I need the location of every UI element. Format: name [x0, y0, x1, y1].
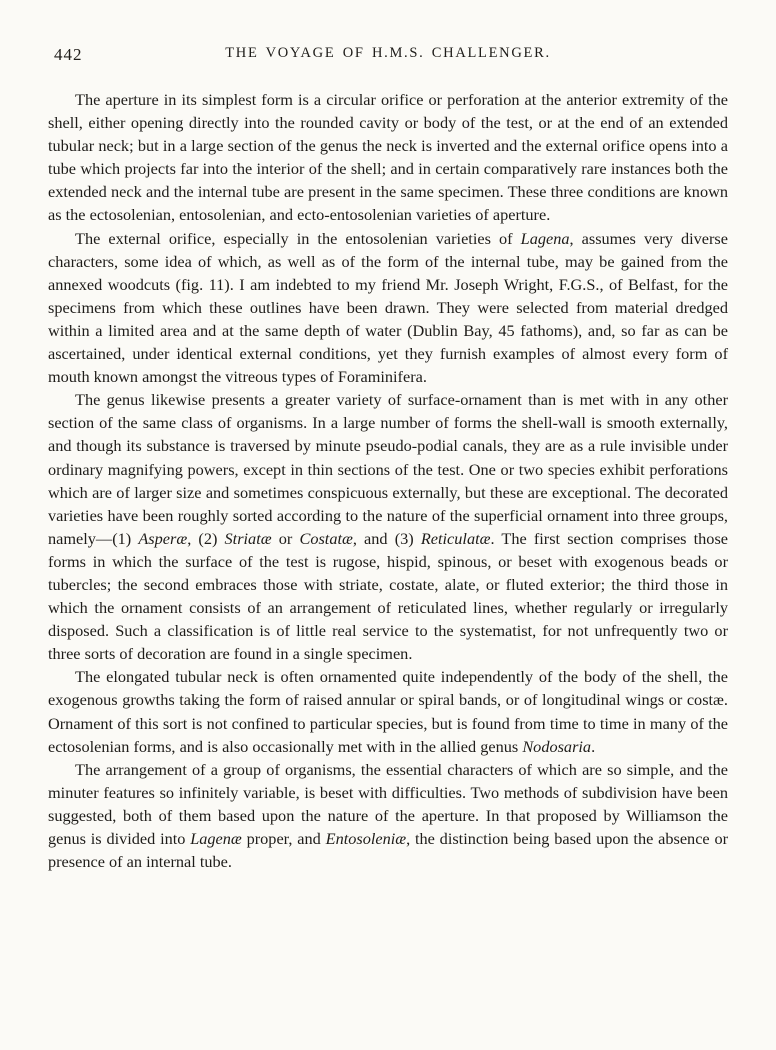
text-run: The genus likewise presents a greater variety of surface-ornament than is met with in any other section of the same class of organisms. In a large number of forms the shell-wall is smooth externally, and though its substance is traversed by minute pseudo-podial canals, they are as a rule invisible under ordinary magnifying powers, except in thin sections of the test. One or two species exhibit perforations which are of larger size and sometimes conspicuous externally, but these are exceptional. The decorated varieties have been roughly sorted according to the nature of the superficial ornament into three groups, namely—(1) — [48, 390, 728, 548]
italic-text: Striatæ — [224, 528, 272, 548]
text-run: or — [271, 528, 300, 548]
italic-text: Nodosaria — [522, 736, 592, 756]
italic-text: Costatæ — [299, 528, 353, 548]
text-run: , (2) — [187, 528, 225, 548]
text-run: proper, and — [241, 829, 326, 848]
italic-text: Entosoleniæ — [325, 829, 407, 848]
running-title: THE VOYAGE OF H.M.S. CHALLENGER. — [225, 45, 551, 61]
text-run: . — [591, 736, 596, 756]
text-run: , assumes very diverse characters, some idea of which, as well as of the form of the internal tube, may be gained from the annexed woodcuts (fig. 11). I am indebted to my friend Mr. Joseph Wright, F.G.S., of Belfast, for the specimens from which these outlines have been drawn. They were selected from material dredged within a limited area and at the same depth of water (Dublin Bay, 45 fathoms), and, so far as can be ascertained, under identical external conditions, yet they furnish examples of almost every form of mouth known amongst the vitreous types of Foraminifera. — [48, 228, 728, 387]
text-run: , the distinction being based upon the absence or presence of an internal tube. — [48, 829, 729, 872]
italic-text: Reticulatæ — [420, 528, 491, 548]
italic-text: Lagenæ — [190, 829, 242, 848]
text-run: , and (3) — [352, 528, 421, 548]
paragraph — [48, 758, 728, 873]
page-header — [48, 44, 728, 66]
text-run: The external orifice, especially in the entosolenian varieties of — [75, 228, 521, 248]
paragraph — [48, 88, 728, 227]
text-run: The arrangement of a group of organisms, the essential characters of which are so simple, and the minuter features so infinitely variable, is beset with difficulties. Two methods of subdivision have been suggested, both of them based upon the nature of the aperture. In that proposed by Williamson the genus is divided into — [48, 759, 728, 848]
italic-text: Lagena — [520, 228, 570, 248]
paragraph — [48, 665, 728, 757]
text-run: The elongated tubular neck is often ornamented quite independently of the body of the shell, the exogenous growths taking the form of raised annular or spiral bands, or of longitudinal wings or costæ. Ornament of this sort is not confined to particular species, but is found from time to time in many of the ectosolenian forms, and is also occasionally met with in the allied genus — [48, 667, 728, 756]
paragraph — [48, 227, 728, 389]
text-run: . The first section comprises those forms in which the surface of the test is rugose, hispid, spinous, or beset with exogenous beads or tubercles; the second embraces those with striate, costate, alate, or fluted exterior; the third those in which the ornament consists of an arrangement of reticulated lines, whether regularly or irregularly disposed. Such a classification is of little real service to the systematist, for not unfrequently two or three sorts of decoration are found in a single specimen. — [48, 528, 729, 664]
page-number: 442 — [54, 45, 83, 64]
paragraph — [48, 388, 728, 665]
italic-text: Asperæ — [138, 528, 188, 548]
text-run: The aperture in its simplest form is a circular orifice or perforation at the anterior extremity of the shell, either opening directly into the rounded cavity or body of the test, or at the end of an extended tubular neck; but in a large section of the genus the neck is inverted and the external orifice opens into a tube which projects far into the interior of the shell; and in certain comparatively rare instances both the extended neck and the internal tube are present in the same specimen. These three conditions are known as the ectosolenian, entosolenian, and ecto-entosolenian varieties of aperture. — [48, 90, 728, 225]
page-body — [48, 88, 728, 873]
